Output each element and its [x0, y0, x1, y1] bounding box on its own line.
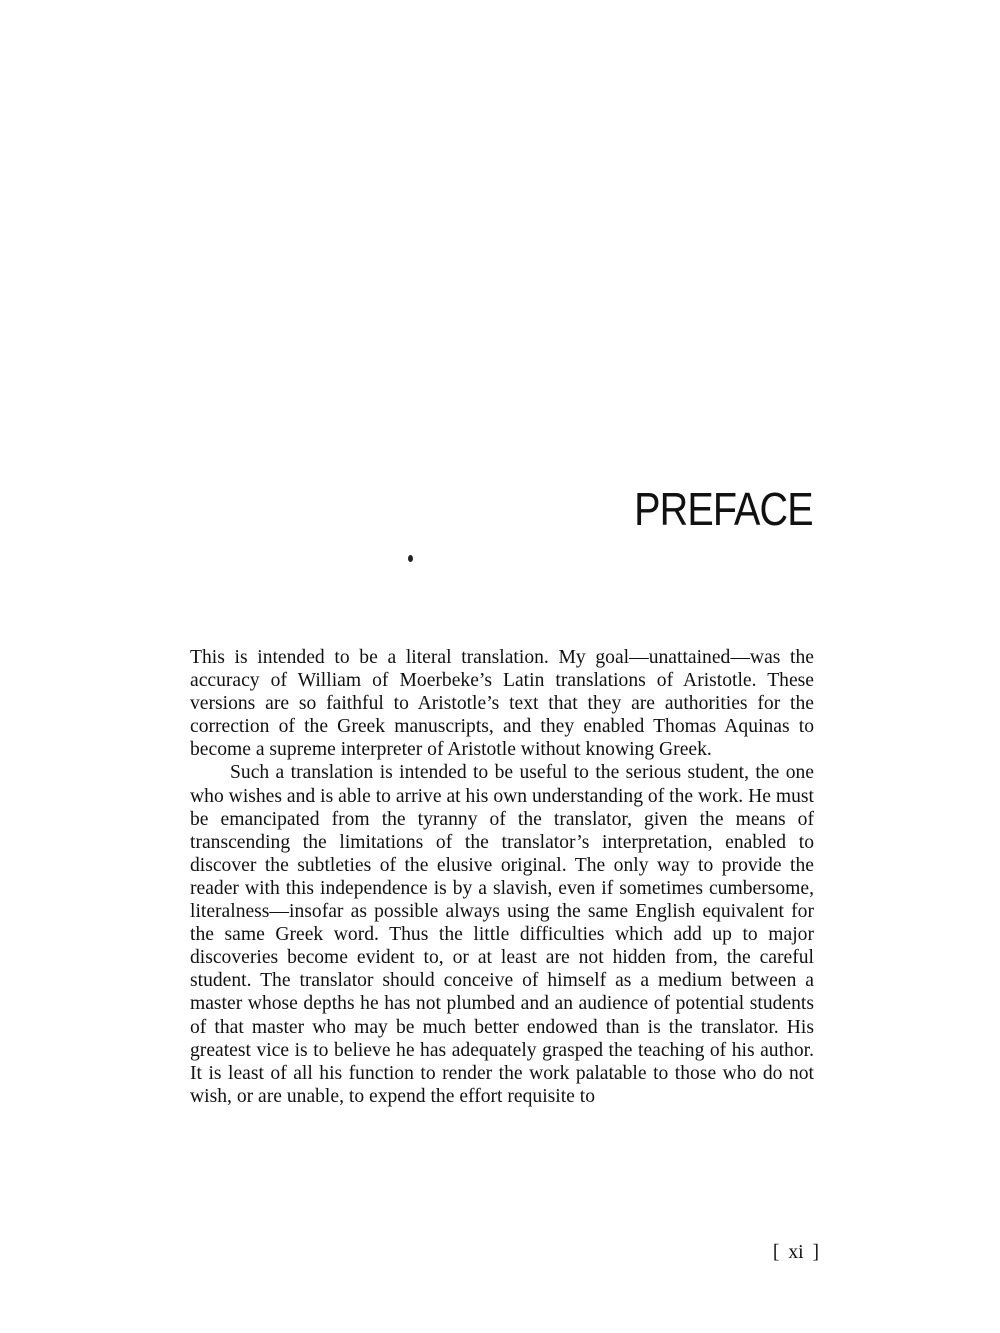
paragraph-1: This is intended to be a literal translation. My goal—unattained—was the accuracy of William of Moerbeke’s Latin translations of Aristotle. These versions are so faithful to Aristotle’s text that they are authorities for the correction of the Greek manuscripts, and they enabled Thomas Aquinas to become a supreme interpreter of Aristotle without knowing Greek. — [190, 647, 814, 761]
page-title: PREFACE — [634, 483, 813, 535]
paragraph-2: Such a translation is intended to be useful to the serious student, the one who wishes and is able to arrive at his own understanding of the work. He must be emancipated from the tyranny of the translator, given the means of transcending the limitations of the translator’s interpretation, enabled to discover the subtleties of the elusive original. The only way to provide the reader with this independence is by a slavish, even if sometimes cumbersome, literalness—insofar as possible always using the same English equivalent for the same Greek word. Thus the little difficulties which add up to major discoveries become evident to, or at least are not hidden from, the careful student. The translator should conceive of himself as a medium between a master whose depths he has not plumbed and an audience of potential students of that master who may be much better endowed than is the translator. His greatest vice is to believe he has adequately grasped the teaching of his author. It is least of all his function to render the work palatable to those who do not wish, or are unable, to expend the effort requisite to — [190, 762, 814, 1107]
page-number: [ xi ] — [772, 1242, 819, 1263]
preface-body — [190, 646, 814, 1108]
ink-speck — [408, 555, 413, 562]
